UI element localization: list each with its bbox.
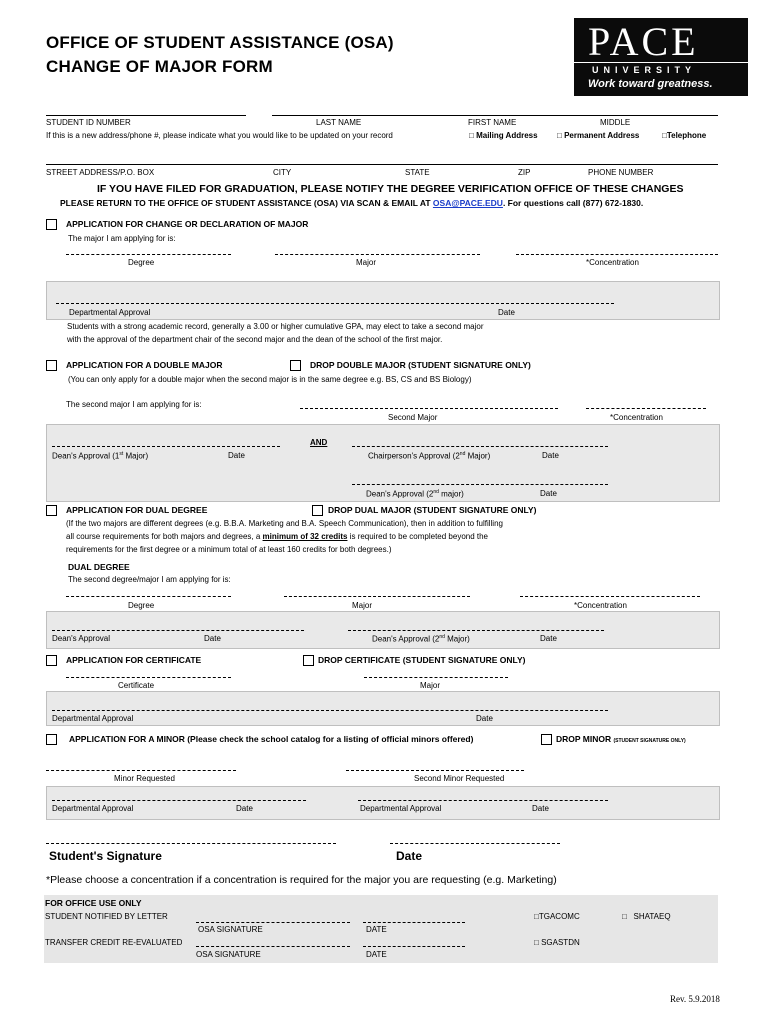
double-concentration-field[interactable] [586, 408, 706, 409]
signature-date-field[interactable] [390, 843, 560, 844]
tgacomc-label: TGACOMC [538, 912, 580, 921]
mailing-checkbox[interactable] [469, 131, 538, 140]
major-applying-text: The major I am applying for is: [68, 234, 176, 243]
certificate-major-field[interactable] [364, 677, 508, 678]
shataeq-check-glyph: □ [622, 912, 627, 921]
chair-major-close: Major) [465, 451, 491, 461]
return-prefix: PLEASE RETURN TO THE OFFICE OF STUDENT ASSISTANCE (OSA) VIA SCAN & EMAIL AT [60, 198, 433, 208]
transfer-osa-sig-field[interactable] [196, 946, 350, 947]
dual-dean2-label [372, 634, 470, 644]
state-label: STATE [405, 168, 430, 177]
last-name-label: LAST NAME [316, 118, 362, 127]
certificate-major-label: Major [420, 681, 441, 690]
signature-date-label: Date [396, 849, 423, 863]
dual-major-label: Major [352, 601, 373, 610]
dual-degree-heading: APPLICATION FOR DUAL DEGREE [66, 505, 208, 515]
second-minor-field[interactable] [346, 770, 524, 771]
telephone-label: Telephone [666, 131, 707, 140]
chair-approval-field[interactable] [352, 446, 608, 447]
city-label: CITY [273, 168, 292, 177]
certificate-heading: APPLICATION FOR CERTIFICATE [66, 655, 202, 665]
logo-divider [574, 62, 748, 63]
office-heading: FOR OFFICE USE ONLY [45, 898, 142, 908]
second-major-applying: The second major I am applying for is: [66, 400, 202, 409]
dual-note-3: requirements for the first degree or a minimum total of at least 160 credits for both degrees.) [66, 545, 392, 554]
minor-dept2-field[interactable] [358, 800, 608, 801]
dual-note-2-suffix: is required to be completed beyond the [347, 532, 489, 541]
dual-degree-label: Degree [128, 601, 155, 610]
tgacomc-option[interactable] [534, 912, 580, 921]
second-minor-label: Second Minor Requested [414, 774, 505, 783]
student-id-label: STUDENT ID NUMBER [46, 118, 131, 127]
minor-requested-label: Minor Requested [114, 774, 175, 783]
dean2-major-close: major) [438, 489, 464, 499]
first-name-label: FIRST NAME [468, 118, 517, 127]
degree-field[interactable] [66, 254, 231, 255]
student-id-field[interactable] [46, 115, 246, 116]
dean-approval-field[interactable] [52, 446, 280, 447]
gpa-note-1: Students with a strong academic record, generally a 3.00 or higher cumulative GPA, may elect to take a second major [67, 322, 484, 331]
address-field[interactable] [46, 164, 718, 165]
dual-note-2-prefix: all course requirements for both majors and degrees, a [66, 532, 263, 541]
dual-dean2-nd-sup: nd [439, 634, 445, 640]
gpa-note-2: with the approval of the department chair of the second major and the dean of the school of the first major. [67, 335, 443, 344]
shataeq-option[interactable] [622, 912, 671, 921]
dual-dean2-date-label: Date [540, 634, 557, 643]
drop-minor-checkbox[interactable] [541, 734, 552, 745]
sgastdn-option[interactable] [534, 938, 580, 947]
dean2-date-label: Date [540, 489, 557, 498]
drop-minor-small: (STUDENT SIGNATURE ONLY) [613, 738, 686, 744]
dual-dean2-field[interactable] [348, 630, 604, 631]
minor-heading: APPLICATION FOR A MINOR (Please check the school catalog for a listing of official minors offered) [69, 734, 474, 744]
street-label: STREET ADDRESS/P.O. BOX [46, 168, 155, 177]
dual-dean-date-label: Date [204, 634, 221, 643]
dual-dean-label: Dean's Approval [52, 634, 111, 643]
dual-note-2-bold: minimum of 32 credits [262, 532, 348, 541]
osa-email-link[interactable]: OSA@PACE.EDU [432, 198, 503, 208]
drop-dual-label: DROP DUAL MAJOR (STUDENT SIGNATURE ONLY) [328, 505, 537, 515]
telephone-check-glyph: □ [662, 131, 667, 140]
certificate-approval-field[interactable] [52, 710, 608, 711]
drop-double-checkbox[interactable] [290, 360, 301, 371]
dual-degree-field[interactable] [66, 596, 231, 597]
sgastdn-check-glyph: □ [534, 938, 539, 947]
concentration-label: *Concentration [586, 258, 639, 267]
dean-approval-text: Dean's Approval (1 [52, 451, 120, 461]
dual-dean2-text: Dean's Approval (2 [372, 634, 440, 644]
dual-concentration-field[interactable] [520, 596, 700, 597]
dual-degree-checkbox[interactable] [46, 505, 57, 516]
double-major-note: (You can only apply for a double major when the second major is in the same degree e.g. BS, CS and BS Biology) [68, 375, 472, 384]
major-field[interactable] [275, 254, 480, 255]
pace-logo [574, 18, 748, 96]
middle-label: MIDDLE [600, 118, 631, 127]
phone-label: PHONE NUMBER [588, 168, 654, 177]
drop-minor-label [556, 734, 686, 744]
logo-sub: UNIVERSITY [592, 65, 697, 75]
certificate-label: Certificate [118, 681, 155, 690]
osa-sig-label-1: OSA SIGNATURE [198, 925, 263, 934]
drop-dual-checkbox[interactable] [312, 505, 323, 516]
certificate-field[interactable] [66, 677, 231, 678]
transfer-date-field[interactable] [363, 946, 465, 947]
change-major-checkbox[interactable] [46, 219, 57, 230]
dual-major-field[interactable] [284, 596, 470, 597]
chair-nd-sup: nd [459, 451, 466, 457]
dual-dean2-major-close: Major) [444, 634, 470, 644]
student-signature-field[interactable] [46, 843, 336, 844]
drop-double-label: DROP DOUBLE MAJOR (STUDENT SIGNATURE ONLY) [310, 360, 531, 370]
shataeq-label: SHATAEQ [633, 912, 671, 921]
return-notice [60, 198, 643, 208]
dual-note-2 [66, 532, 488, 541]
permanent-label: Permanent Address [564, 131, 640, 140]
dual-note-1: (If the two majors are different degrees (e.g. B.B.A. Marketing and B.A. Speech Communication), then in addition to fulfilling [66, 519, 503, 528]
dual-sub-heading: DUAL DEGREE [68, 562, 130, 572]
return-suffix: . For questions call (877) 672-1830. [502, 198, 644, 208]
logo-main: PACE [588, 19, 699, 64]
student-signature-label: Student's Signature [49, 849, 162, 863]
change-major-heading: APPLICATION FOR CHANGE OR DECLARATION OF MAJOR [66, 219, 309, 229]
zip-label: ZIP [518, 168, 531, 177]
concentration-field[interactable] [516, 254, 718, 255]
sgastdn-label: SGASTDN [541, 938, 580, 947]
chair-approval-label [368, 451, 490, 461]
minor-checkbox[interactable] [46, 734, 57, 745]
form-title-line2: CHANGE OF MAJOR FORM [46, 57, 273, 76]
revision-label: Rev. 5.9.2018 [670, 994, 720, 1004]
graduation-notice: IF YOU HAVE FILED FOR GRADUATION, PLEASE NOTIFY THE DEGREE VERIFICATION OFFICE OF THESE CHANGES [97, 183, 684, 195]
certificate-dept-label: Departmental Approval [52, 714, 134, 723]
second-major-field[interactable] [300, 408, 558, 409]
form-title-line1: OFFICE OF STUDENT ASSISTANCE (OSA) [46, 33, 394, 52]
dual-applying-text: The second degree/major I am applying for is: [68, 575, 231, 584]
minor-dept2-date-label: Date [532, 804, 549, 813]
dean2-approval-text: Dean's Approval (2 [366, 489, 434, 499]
minor-dept-field[interactable] [52, 800, 306, 801]
certificate-checkbox[interactable] [46, 655, 57, 666]
dean-date-label: Date [228, 451, 245, 460]
dean-st-sup: st [119, 451, 124, 457]
drop-certificate-checkbox[interactable] [303, 655, 314, 666]
major-label: Major [356, 258, 377, 267]
tgacomc-check-glyph: □ [534, 912, 539, 921]
minor-dept-label: Departmental Approval [52, 804, 134, 813]
change-approval-field[interactable] [56, 303, 614, 304]
dean2-nd-sup: nd [433, 489, 439, 495]
drop-minor-text: DROP MINOR [556, 734, 612, 744]
certificate-date-label: Date [476, 714, 493, 723]
chair-approval-text: Chairperson's Approval (2 [368, 451, 460, 461]
transfer-label: TRANSFER CREDIT RE-EVALUATED [45, 938, 183, 947]
logo-tagline: Work toward greatness. [588, 78, 713, 90]
name-field[interactable] [272, 115, 718, 116]
mailing-label: Mailing Address [476, 131, 538, 140]
notified-label: STUDENT NOTIFIED BY LETTER [45, 912, 168, 921]
notified-date-field[interactable] [363, 922, 465, 923]
dual-dean-field[interactable] [52, 630, 304, 631]
notified-osa-sig-field[interactable] [196, 922, 350, 923]
dept-date-label: Date [498, 308, 515, 317]
mailing-check-glyph: □ [469, 131, 474, 140]
second-major-label: Second Major [388, 413, 438, 422]
update-note: If this is a new address/phone #, please indicate what you would like to be updated on your record [46, 131, 393, 140]
telephone-checkbox[interactable] [662, 131, 706, 140]
and-label: AND [310, 438, 328, 447]
concentration-note: *Please choose a concentration if a concentration is required for the major you are requesting (e.g. Marketing) [46, 874, 557, 886]
date-label-2: DATE [366, 950, 387, 959]
permanent-check-glyph: □ [557, 131, 562, 140]
double-major-heading: APPLICATION FOR A DOUBLE MAJOR [66, 360, 223, 370]
degree-label: Degree [128, 258, 155, 267]
osa-sig-label-2: OSA SIGNATURE [196, 950, 261, 959]
date-label-1: DATE [366, 925, 387, 934]
dept-approval-label: Departmental Approval [69, 308, 151, 317]
dean-major-close: Major) [123, 451, 149, 461]
permanent-checkbox[interactable] [557, 131, 639, 140]
minor-requested-field[interactable] [46, 770, 236, 771]
dean2-approval-field[interactable] [352, 484, 608, 485]
dean-approval-label [52, 451, 148, 461]
double-major-checkbox[interactable] [46, 360, 57, 371]
double-concentration-label: *Concentration [610, 413, 663, 422]
minor-approval-box [46, 786, 720, 820]
minor-dept-date-label: Date [236, 804, 253, 813]
minor-dept2-label: Departmental Approval [360, 804, 442, 813]
dual-concentration-label: *Concentration [574, 601, 627, 610]
dean2-approval-label [366, 489, 464, 499]
drop-certificate-label: DROP CERTIFICATE (STUDENT SIGNATURE ONLY) [318, 655, 526, 665]
chair-date-label: Date [542, 451, 559, 460]
certificate-approval-box [46, 691, 720, 726]
